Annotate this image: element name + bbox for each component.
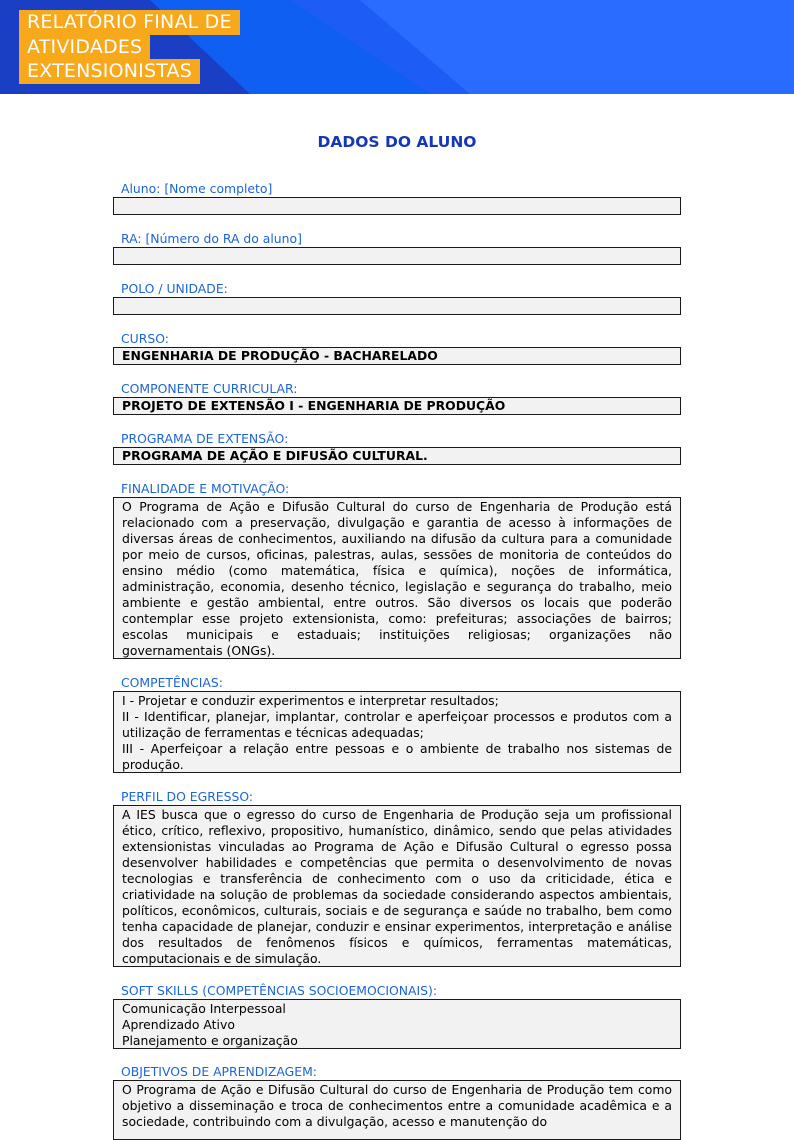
soft-skill-item-1: Comunicação Interpessoal: [122, 1001, 286, 1016]
polo-field[interactable]: [113, 297, 681, 315]
competencia-item-1: I - Projetar e conduzir experimentos e interpretar resultados;: [122, 693, 499, 708]
componente-field[interactable]: PROJETO DE EXTENSÃO I - ENGENHARIA DE PRODUÇÃO: [113, 397, 681, 415]
perfil-text[interactable]: A IES busca que o egresso do curso de Engenharia de Produção seja um profissional ético, crítico, reflexivo, propositivo, humanístico, dinâmico, sendo que pelas atividades extensionistas vinculadas ao Programa de Ação e Difusão Cultural o egresso possa desenvolver habilidades e competências que permita o desenvolvimento de novas tecnologias e transferência de conhecimento com o uso da criticidade, ética e criatividade na solução de problemas da sociedade considerando aspectos ambientais, políticos, econômicos, culturais, sociais e de segurança e saúde no trabalho, bem como tenha capacidade de planejar, conduzir e ensinar experimentos, interpretação e análise dos resultados de fenômenos físicos e químicos, ferramentas matemáticas, computacionais e de simulação.: [113, 805, 681, 967]
soft-skills-box[interactable]: [113, 999, 681, 1049]
competencias-box[interactable]: [113, 691, 681, 773]
report-title-line-2: ATIVIDADES: [19, 35, 150, 60]
programa-label: PROGRAMA DE EXTENSÃO:: [121, 431, 289, 446]
aluno-label: Aluno: [Nome completo]: [121, 181, 273, 196]
soft-skill-item-2: Aprendizado Ativo: [122, 1017, 235, 1032]
curso-section: [113, 331, 681, 365]
componente-label: COMPONENTE CURRICULAR:: [121, 381, 298, 396]
aluno-field[interactable]: [113, 197, 681, 215]
report-title-line-3: EXTENSIONISTAS: [19, 59, 200, 84]
report-title-line-1: RELATÓRIO FINAL DE: [19, 10, 240, 35]
curso-label: CURSO:: [121, 331, 169, 346]
soft-skills-label: SOFT SKILLS (COMPETÊNCIAS SOCIOEMOCIONAIS):: [121, 983, 438, 998]
ra-field[interactable]: [113, 247, 681, 265]
soft-skills-section: [113, 983, 681, 1049]
programa-section: [113, 431, 681, 465]
objetivos-section: [113, 1064, 681, 1140]
finalidade-section: [113, 481, 681, 659]
soft-skill-item-3: Planejamento e organização: [122, 1033, 298, 1048]
page-title: DADOS DO ALUNO: [317, 133, 477, 151]
competencia-item-2: II - Identificar, planejar, implantar, controlar e aperfeiçoar processos e produtos com a utilização de ferramentas e técnicas adequadas;: [122, 709, 672, 740]
report-title: [19, 10, 240, 84]
programa-field[interactable]: PROGRAMA DE AÇÃO E DIFUSÃO CULTURAL.: [113, 447, 681, 465]
header-banner: [0, 0, 794, 94]
objetivos-label: OBJETIVOS DE APRENDIZAGEM:: [121, 1064, 317, 1079]
perfil-label: PERFIL DO EGRESSO:: [121, 789, 254, 804]
ra-section: [113, 231, 681, 265]
aluno-section: [113, 181, 681, 215]
polo-label: POLO / UNIDADE:: [121, 281, 228, 296]
finalidade-text[interactable]: O Programa de Ação e Difusão Cultural do curso de Engenharia de Produção está relacionado com a preservação, divulgação e garantia de acesso à informações de diversas áreas de conhecimentos, auxiliando na difusão da cultura para a comunidade por meio de cursos, oficinas, palestras, aulas, sessões de monitoria de conteúdos do ensino médio (como matemática, física e química), noções de informática, administração, economia, desenho técnico, legislação e segurança do trabalho, meio ambiente e gestão ambiental, entre outros. São diversos os locais que poderão contemplar esse projeto extensionista, como: prefeituras; associações de bairros; escolas municipais e estaduais; instituições religiosas; organizações não governamentais (ONGs).: [113, 497, 681, 659]
competencias-label: COMPETÊNCIAS:: [121, 675, 223, 690]
perfil-section: [113, 789, 681, 967]
curso-field[interactable]: ENGENHARIA DE PRODUÇÃO - BACHARELADO: [113, 347, 681, 365]
polo-section: [113, 281, 681, 315]
componente-section: [113, 381, 681, 415]
objetivos-text[interactable]: O Programa de Ação e Difusão Cultural do curso de Engenharia de Produção tem como objetivo a disseminação e troca de conhecimentos entre a comunidade acadêmica e a sociedade, contribuindo com a divulgação, acesso e manutenção do: [113, 1080, 681, 1140]
competencia-item-3: III - Aperfeiçoar a relação entre pessoas e o ambiente de trabalho nos sistemas de produção.: [122, 741, 672, 772]
ra-label: RA: [Número do RA do aluno]: [121, 231, 302, 246]
competencias-section: [113, 675, 681, 773]
finalidade-label: FINALIDADE E MOTIVAÇÃO:: [121, 481, 290, 496]
